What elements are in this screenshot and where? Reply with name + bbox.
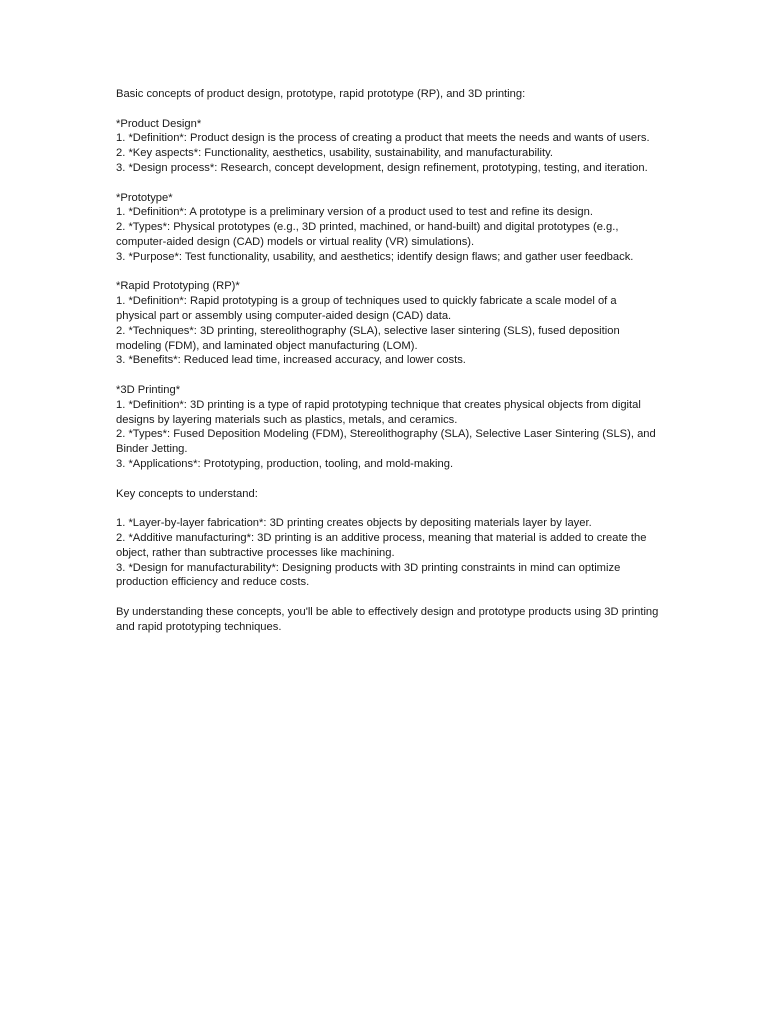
list-item: 3. *Purpose*: Test functionality, usability, and aesthetics; identify design flaws; and gather user feedback. xyxy=(116,250,634,263)
list-item: 3. *Applications*: Prototyping, production, tooling, and mold-making. xyxy=(116,457,454,470)
section-heading: *Product Design* xyxy=(116,117,202,130)
list-item: 1. *Definition*: Product design is the process of creating a product that meets the needs and wants of users. xyxy=(116,132,650,145)
section-3d-printing xyxy=(116,383,660,472)
list-item: 3. *Design process*: Research, concept development, design refinement, prototyping, testing, and iteration. xyxy=(116,161,648,174)
section-prototype xyxy=(116,191,660,265)
section-heading: *Rapid Prototyping (RP)* xyxy=(116,280,240,293)
list-item: 2. *Types*: Physical prototypes (e.g., 3D printed, machined, or hand-built) and digital prototypes (e.g., computer-aided design (CAD) models or virtual reality (VR) simulations). xyxy=(116,221,619,248)
intro-text: Basic concepts of product design, prototype, rapid prototype (RP), and 3D printing: xyxy=(116,88,526,100)
paragraph-gap xyxy=(116,368,660,383)
list-item: 2. *Additive manufacturing*: 3D printing is an additive process, meaning that material is added to create the object, rather than subtractive processes like machining. xyxy=(116,531,647,559)
section-heading: *Prototype* xyxy=(116,191,173,204)
paragraph-gap xyxy=(116,265,660,280)
list-item: 2. *Techniques*: 3D printing, stereolithography (SLA), selective laser sintering (SLS), fused deposition modeling (FDM), and laminated object manufacturing (LOM). xyxy=(116,324,620,352)
paragraph-gap xyxy=(116,501,660,516)
document-page xyxy=(116,87,660,634)
key-concepts-list xyxy=(116,516,660,590)
list-item: 1. *Definition*: A prototype is a preliminary version of a product used to test and refine its design. xyxy=(116,206,593,219)
paragraph-gap xyxy=(116,590,660,605)
list-item: 2. *Types*: Fused Deposition Modeling (FDM), Stereolithography (SLA), Selective Laser Sintering (SLS), and Binder Jetting. xyxy=(116,428,656,456)
list-item: 1. *Layer-by-layer fabrication*: 3D printing creates objects by depositing materials layer by layer. xyxy=(116,517,592,530)
list-item: 2. *Key aspects*: Functionality, aesthetics, usability, sustainability, and manufacturability. xyxy=(116,147,553,160)
paragraph-gap xyxy=(116,102,660,117)
paragraph-gap xyxy=(116,176,660,191)
section-heading: *3D Printing* xyxy=(116,383,181,396)
key-concepts-heading: Key concepts to understand: xyxy=(116,487,258,500)
section-product-design xyxy=(116,117,660,176)
conclusion-text: By understanding these concepts, you'll be able to effectively design and prototype products using 3D printing and rapid prototyping techniques. xyxy=(116,605,659,633)
list-item: 3. *Design for manufacturability*: Designing products with 3D printing constraints in mind can optimize production efficiency and reduce costs. xyxy=(116,561,621,589)
list-item: 1. *Definition*: 3D printing is a type of rapid prototyping technique that creates physical objects from digital designs by layering materials such as plastics, metals, and ceramics. xyxy=(116,398,641,426)
list-item: 1. *Definition*: Rapid prototyping is a group of techniques used to quickly fabricate a scale model of a physical part or assembly using computer-aided design (CAD) data. xyxy=(116,295,617,322)
list-item: 3. *Benefits*: Reduced lead time, increased accuracy, and lower costs. xyxy=(116,354,466,367)
section-rapid-prototyping xyxy=(116,279,660,368)
paragraph-gap xyxy=(116,472,660,487)
